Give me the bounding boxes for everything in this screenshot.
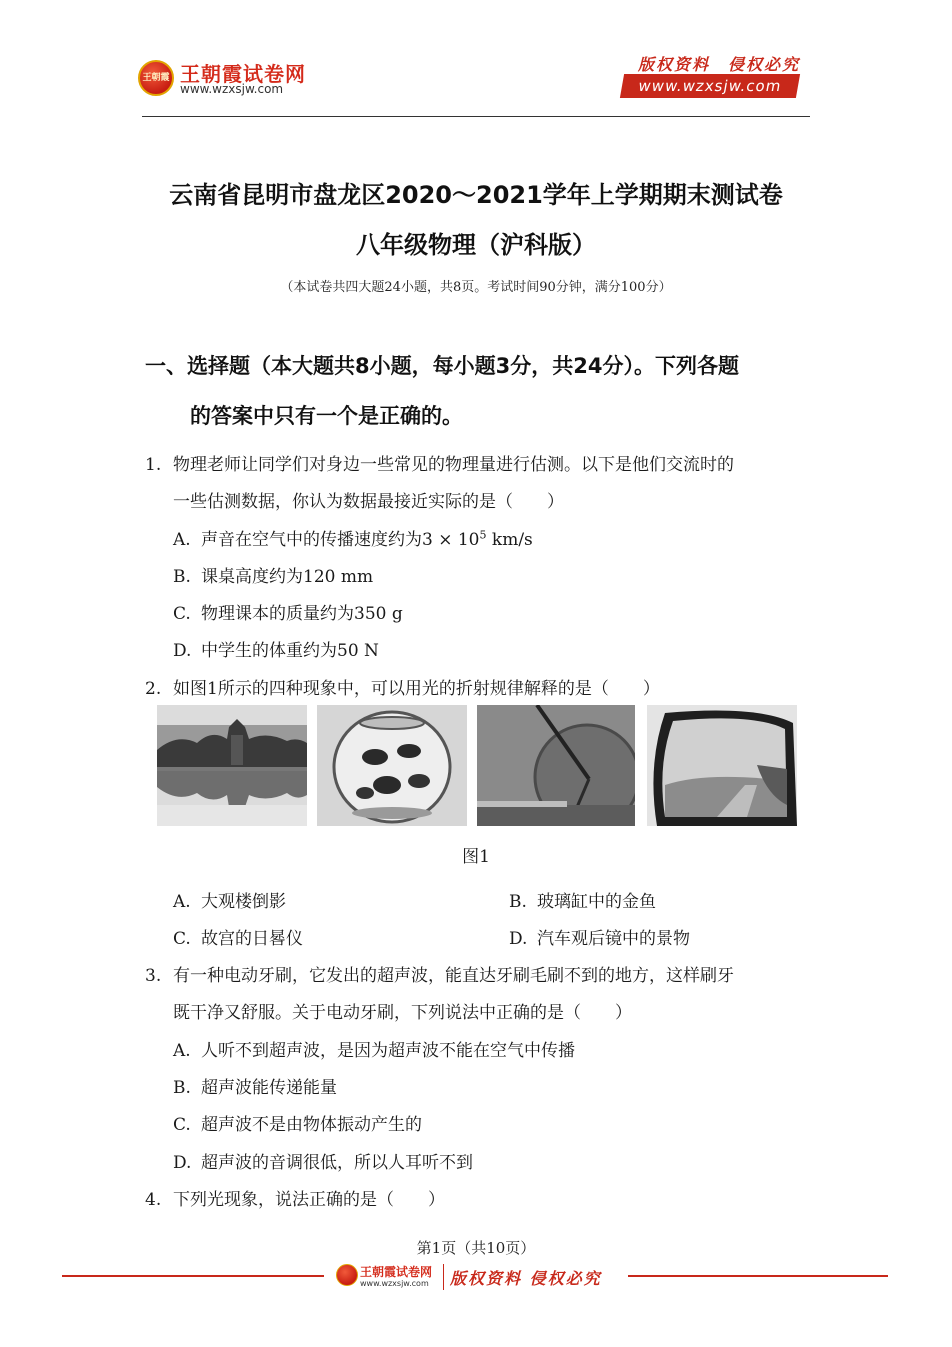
question-number: 3. [145, 966, 162, 986]
question-1-stem-cont: 一些估测数据，你认为数据最接近实际的是（ ） [173, 492, 564, 512]
question-text: 下列光现象，说法正确的是（ ） [173, 1190, 445, 1210]
option-text: 故宫的日晷仪 [201, 929, 303, 949]
footer-rule-right [628, 1275, 888, 1277]
footer-separator [443, 1264, 444, 1290]
option-key: D. [173, 641, 192, 661]
question-text: 有一种电动牙刷，它发出的超声波，能直达牙刷毛刷不到的地方，这样刷牙 [173, 966, 734, 986]
option-2d[interactable] [509, 924, 690, 949]
footer-logo-icon [336, 1264, 358, 1286]
option-text: 玻璃缸中的金鱼 [537, 892, 656, 912]
option-text: 课桌高度约为120 mm [201, 567, 374, 587]
option-text: 超声波的音调很低，所以人耳听不到 [201, 1153, 473, 1173]
exam-note: （本试卷共四大题24小题，共8页。考试时间90分钟，满分100分） [280, 280, 672, 295]
option-exponent: 5 [479, 528, 487, 542]
option-key: D. [173, 1153, 192, 1173]
logo-name: 王朝霞试卷网 [180, 62, 306, 86]
option-3b[interactable] [173, 1073, 337, 1098]
logo-url[interactable]: www.wzxsjw.com [180, 82, 284, 96]
option-unit: km/s [486, 530, 533, 550]
figure-caption: 图1 [462, 847, 490, 867]
question-2-stem [145, 674, 660, 699]
question-3-stem-cont: 既干净又舒服。关于电动牙刷，下列说法中正确的是（ ） [173, 1003, 632, 1023]
footer-slogan: 版权资料 侵权必究 [450, 1269, 602, 1288]
question-1-stem [145, 450, 734, 475]
copyright-slogan: 版权资料 侵权必究 [637, 55, 800, 74]
option-key: A. [173, 530, 191, 550]
option-text: 汽车观后镜中的景物 [537, 929, 690, 949]
logo-badge-icon: 王朝霞 [138, 60, 174, 96]
option-text: 人听不到超声波，是因为超声波不能在空气中传播 [201, 1041, 575, 1061]
question-number: 4. [145, 1190, 162, 1210]
copyright-url[interactable]: www.wzxsjw.com [620, 74, 800, 98]
option-2c[interactable] [173, 924, 303, 949]
header-divider [142, 116, 810, 117]
option-text: 声音在空气中的传播速度约为3 × 10 [201, 530, 480, 550]
option-key: C. [173, 604, 191, 624]
option-key: A. [173, 892, 191, 912]
option-1b[interactable] [173, 562, 373, 587]
option-1a[interactable] [173, 525, 533, 550]
footer-rule-left [62, 1275, 324, 1277]
option-text: 物理课本的质量约为350 g [201, 604, 403, 624]
option-key: B. [173, 1078, 191, 1098]
exam-title: 云南省昆明市盘龙区2020～2021学年上学期期末测试卷 [169, 181, 783, 209]
option-1d[interactable] [173, 636, 379, 661]
photo-fish-tank [317, 705, 467, 826]
option-text: 大观楼倒影 [201, 892, 286, 912]
option-3d[interactable] [173, 1148, 473, 1173]
photo-pavilion-reflection [157, 705, 307, 826]
option-text: 超声波不是由物体振动产生的 [201, 1115, 422, 1135]
option-1c[interactable] [173, 599, 403, 624]
exam-subtitle: 八年级物理（沪科版） [356, 231, 596, 259]
question-number: 2. [145, 679, 162, 699]
footer-logo-url[interactable]: www.wzxsjw.com [360, 1279, 429, 1288]
option-text: 超声波能传递能量 [201, 1078, 337, 1098]
option-key: C. [173, 1115, 191, 1135]
option-3a[interactable] [173, 1036, 575, 1061]
section-heading: 一、选择题（本大题共8小题，每小题3分，共24分）。下列各题 [145, 354, 739, 378]
option-key: C. [173, 929, 191, 949]
photo-sundial [477, 705, 635, 826]
option-3c[interactable] [173, 1110, 422, 1135]
footer-logo-name: 王朝霞试卷网 [360, 1265, 433, 1279]
option-key: B. [509, 892, 527, 912]
question-text: 如图1所示的四种现象中，可以用光的折射规律解释的是（ ） [173, 679, 660, 699]
question-3-stem [145, 961, 734, 986]
question-text: 物理老师让同学们对身边一些常见的物理量进行估测。以下是他们交流时的 [173, 455, 734, 475]
question-number: 1. [145, 455, 162, 475]
option-key: A. [173, 1041, 191, 1061]
option-text: 中学生的体重约为50 N [201, 641, 379, 661]
option-key: B. [173, 567, 191, 587]
option-2a[interactable] [173, 887, 286, 912]
option-key: D. [509, 929, 528, 949]
photo-rearview-mirror [647, 705, 797, 826]
question-4-stem [145, 1185, 445, 1210]
section-heading-cont: 的答案中只有一个是正确的。 [190, 404, 463, 428]
page-number: 第1页（共10页） [416, 1239, 536, 1257]
option-2b[interactable] [509, 887, 656, 912]
